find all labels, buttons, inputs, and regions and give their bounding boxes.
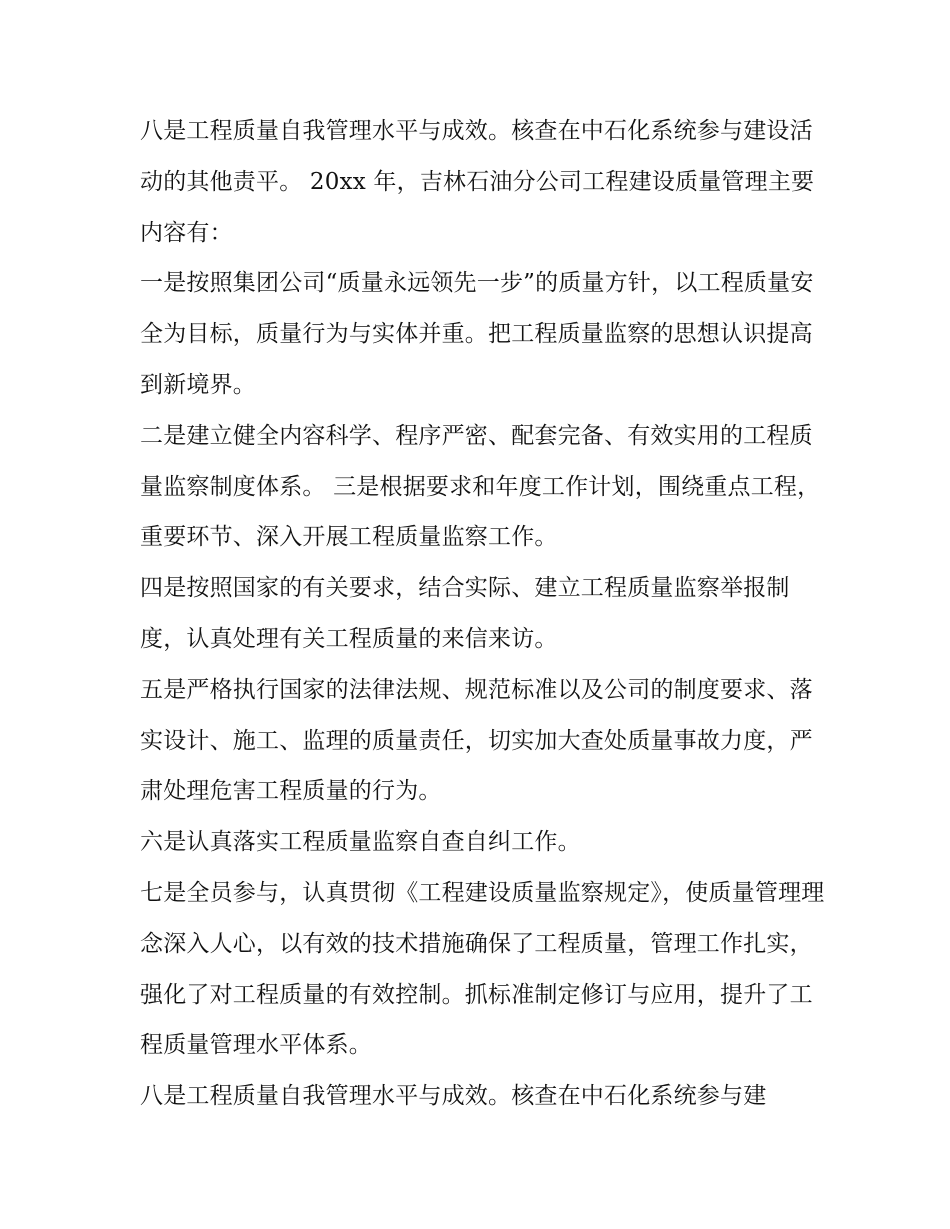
paragraph-2: 一是按照集团公司“质量永远领先一步”的质量方针，以工程质量安全为目标，质量行为与实体并重。把工程质量监察的思想认识提高到新境界。 bbox=[140, 270, 814, 398]
paragraph-3: 二是建立健全内容科学、程序严密、配套完备、有效实用的工程质量监察制度体系。 三是根据要求和年度工作计划，围绕重点工程，重要环节、深入开展工程质量监察工作。 bbox=[140, 422, 821, 551]
paragraph-7: 七是全员参与，认真贯彻《工程建设质量监察规定》，使质量管理理念深入人心，以有效的技术措施确保了工程质量，管理工作扎实，强化了对工程质量的有效控制。抓标准制定修订与应用，提升了工程质量管理水平体系。 bbox=[140, 879, 825, 1059]
document-body bbox=[140, 106, 830, 1122]
paragraph-4: 四是按照国家的有关要求，结合实际、建立工程质量监察举报制度，认真处理有关工程质量的来信来访。 bbox=[140, 575, 790, 652]
paragraph-5: 五是严格执行国家的法律法规、规范标准以及公司的制度要求、落实设计、施工、监理的质量责任，切实加大查处质量事故力度，严肃处理危害工程质量的行为。 bbox=[140, 676, 813, 805]
paragraph-6: 六是认真落实工程质量监察自查自纠工作。 bbox=[140, 829, 581, 856]
paragraph-8: 八是工程质量自我管理水平与成效。核查在中石化系统参与建 bbox=[140, 1083, 767, 1110]
paragraph-1: 八是工程质量自我管理水平与成效。核查在中石化系统参与建设活动的其他责平。 20xx 年，吉林石油分公司工程建设质量管理主要内容有： bbox=[140, 118, 815, 246]
